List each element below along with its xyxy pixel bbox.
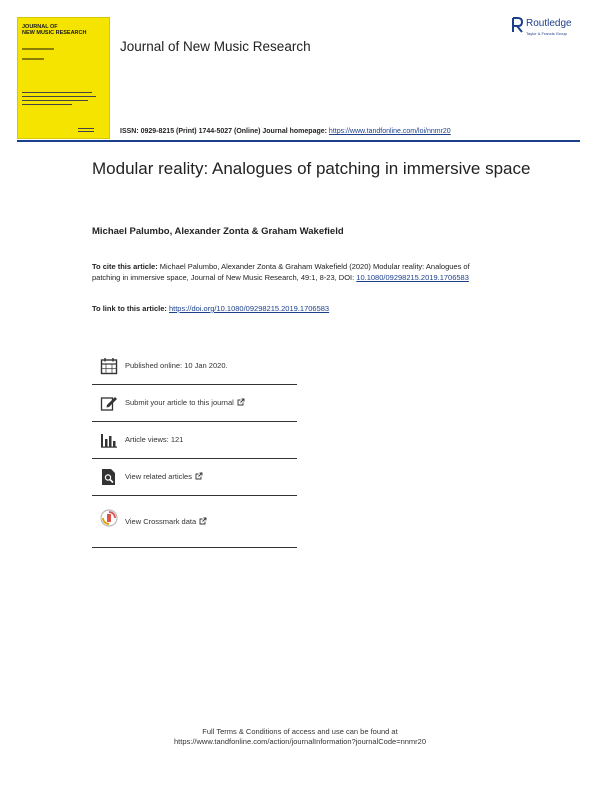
related-articles-icon — [100, 468, 118, 486]
logo-subtitle: Taylor & Francis Group — [526, 31, 567, 36]
cover-text-line — [22, 104, 72, 105]
calendar-icon — [100, 357, 118, 375]
footer — [0, 727, 600, 747]
doi-link[interactable]: 10.1080/09298215.2019.1706583 — [356, 272, 469, 282]
citation-block — [92, 262, 492, 283]
cover-publisher-mark — [78, 128, 94, 129]
article-authors: Michael Palumbo, Alexander Zonta & Graham Wakefield — [92, 226, 344, 237]
header-divider — [17, 140, 580, 142]
cover-text-line — [22, 96, 96, 97]
external-link-icon — [195, 472, 203, 480]
footer-terms: Full Terms & Conditions of access and use can be found at — [202, 727, 398, 736]
journal-title: Journal of New Music Research — [120, 39, 311, 54]
cover-title-line2: NEW MUSIC RESEARCH — [22, 30, 87, 36]
crossmark-link[interactable] — [125, 517, 207, 526]
routledge-logo[interactable] — [511, 15, 591, 43]
external-link-icon — [237, 398, 245, 406]
issn-line — [120, 128, 451, 135]
crossmark-label: View Crossmark data — [125, 517, 197, 526]
article-views: Article views: 121 — [125, 435, 184, 444]
article-title: Modular reality: Analogues of patching in immersive space — [92, 159, 531, 178]
crossmark-icon — [100, 509, 118, 527]
related-label: View related articles — [125, 472, 192, 481]
journal-cover-thumbnail — [17, 17, 110, 139]
logo-name: Routledge — [526, 18, 572, 29]
published-row — [92, 347, 297, 385]
cover-title — [22, 24, 92, 36]
link-label: To link to this article: — [92, 304, 169, 313]
edit-icon — [100, 394, 118, 412]
cover-rule — [22, 48, 54, 50]
journal-homepage-link[interactable]: https://www.tandfonline.com/loi/nnmr20 — [328, 128, 451, 135]
views-row — [92, 421, 297, 459]
submit-link[interactable] — [125, 398, 245, 407]
related-row[interactable] — [92, 458, 297, 496]
cover-text-line — [22, 92, 92, 93]
cover-publisher-mark — [78, 131, 94, 132]
article-link-block — [92, 304, 329, 313]
published-date: Published online: 10 Jan 2020. — [125, 361, 228, 370]
crossmark-row[interactable] — [92, 495, 297, 548]
external-link-icon — [199, 517, 207, 525]
article-link[interactable]: https://doi.org/10.1080/09298215.2019.1706583 — [168, 304, 330, 313]
submit-label: Submit your article to this journal — [125, 398, 234, 407]
footer-url[interactable]: https://www.tandfonline.com/action/journalInformation?journalCode=nnmr20 — [173, 737, 427, 746]
bar-chart-icon — [100, 431, 118, 449]
cover-rule — [22, 58, 44, 60]
routledge-logo-icon — [511, 17, 523, 33]
submit-row[interactable] — [92, 384, 297, 422]
cite-text: Michael Palumbo, Alexander Zonta & Graham Wakefield (2020) Modular reality: Analogues of patching in immersive space, Journal of New Music Research, 49:1, 8-23, DOI: — [92, 262, 470, 282]
related-link[interactable] — [125, 472, 203, 481]
cover-text-line — [22, 100, 88, 101]
cite-label: To cite this article: — [92, 262, 158, 271]
issn-label: ISSN: 0929-8215 (Print) 1744-5027 (Online) Journal homepage: — [120, 128, 327, 135]
cover-title-line1: JOURNAL OF — [22, 24, 58, 30]
